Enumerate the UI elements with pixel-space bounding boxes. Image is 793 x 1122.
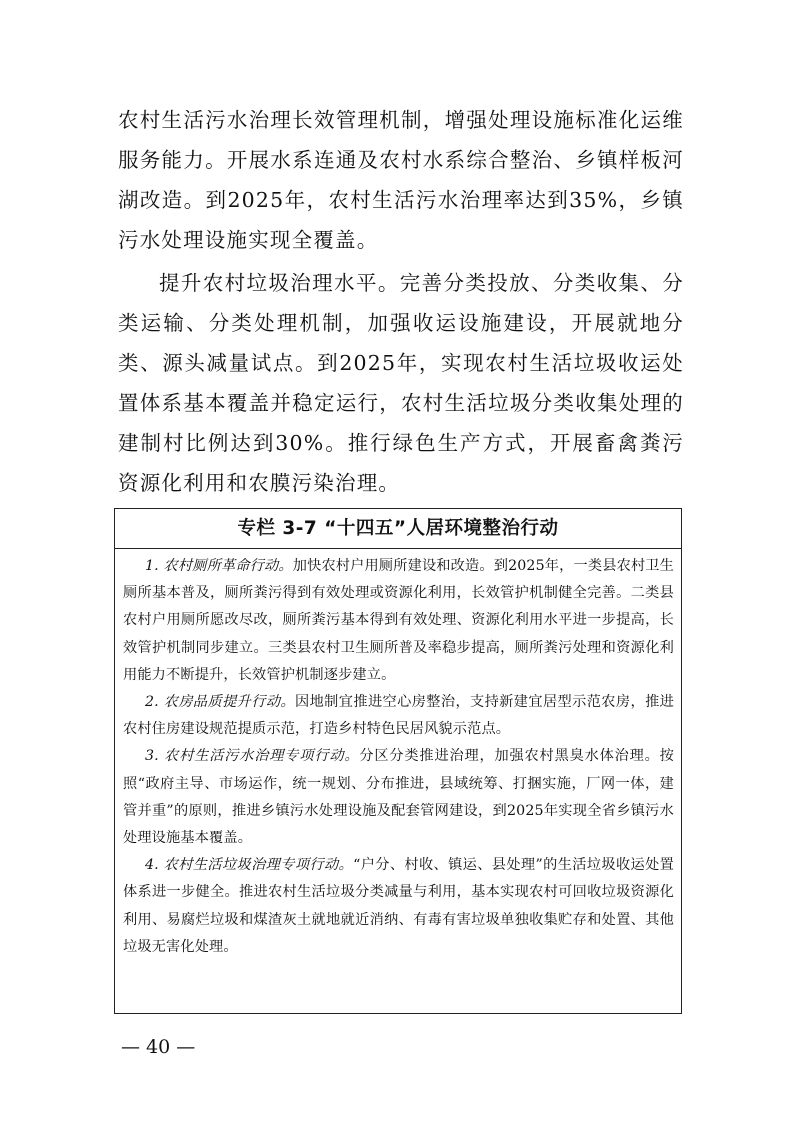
item-heading: 4. 农村生活垃圾治理专项行动。 [145,857,354,874]
box-item [123,553,674,689]
item-heading: 2. 农房品质提升行动。 [145,694,296,711]
item-text: 分区分类推进治理，加强农村黑臭水体治理。按照“政府主导、市场运作，统一规划、分布推进，县域统筹、打捆实施，厂网一体，建管并重”的原则，推进乡镇污水处理设施及配套管网建设，到2025年实现全省乡镇污水处理设施基本覆盖。 [123,748,675,847]
box-title: 专栏 3-7 “十四五”人居环境整治行动 [115,509,681,549]
page-number: — 40 — [121,1036,196,1058]
box-item [123,689,674,743]
item-text: 加快农村户用厕所建设和改造。到2025年，一类县农村卫生厕所基本普及，厕所粪污得到有效处理或资源化利用，长效管护机制健全完善。二类县农村户用厕所愿改尽改，厕所粪污基本得到有效处理、资源化利用水平进一步提高，长效管护机制同步建立。三类县农村卫生厕所普及率稳步提高，厕所粪污处理和资源化利用能力不断提升，长效管护机制逐步建立。 [123,558,674,683]
item-text: “户分、村收、镇运、县处理”的生活垃圾收运处置体系进一步健全。推进农村生活垃圾分类减量与利用，基本实现农村可回收垃圾资源化利用、易腐烂垃圾和煤渣灰土就地就近消纳、有毒有害垃圾单独收集贮存和处置、其他垃圾无害化处理。 [123,857,674,955]
special-column-box [114,508,682,1014]
body-paragraph: 提升农村垃圾治理水平。完善分类投放、分类收集、分类运输、分类处理机制，加强收运设施建设，开展就地分类、源头减量试点。到2025年，实现农村生活垃圾收运处置体系基本覆盖并稳定运行，农村生活垃圾分类收集处理的建制村比例达到30%。推行绿色生产方式，开展畜禽粪污资源化利用和农膜污染治理。 [118,271,684,495]
item-heading: 3. 农村生活污水治理专项行动。 [145,748,360,765]
item-text: 因地制宜推进空心房整治，支持新建宜居型示范农房，推进农村住房建设规范提质示范，打造乡村特色民居风貌示范点。 [123,694,674,738]
body-paragraph: 农村生活污水治理长效管理机制，增强处理设施标准化运维服务能力。开展水系连通及农村水系综合整治、乡镇样板河湖改造。到2025年，农村生活污水治理率达到35%，乡镇污水处理设施实现全覆盖。 [118,108,684,252]
box-body [115,549,681,961]
item-heading: 1. 农村厕所革命行动。 [145,558,293,574]
box-item [123,852,674,961]
box-item [123,743,674,852]
